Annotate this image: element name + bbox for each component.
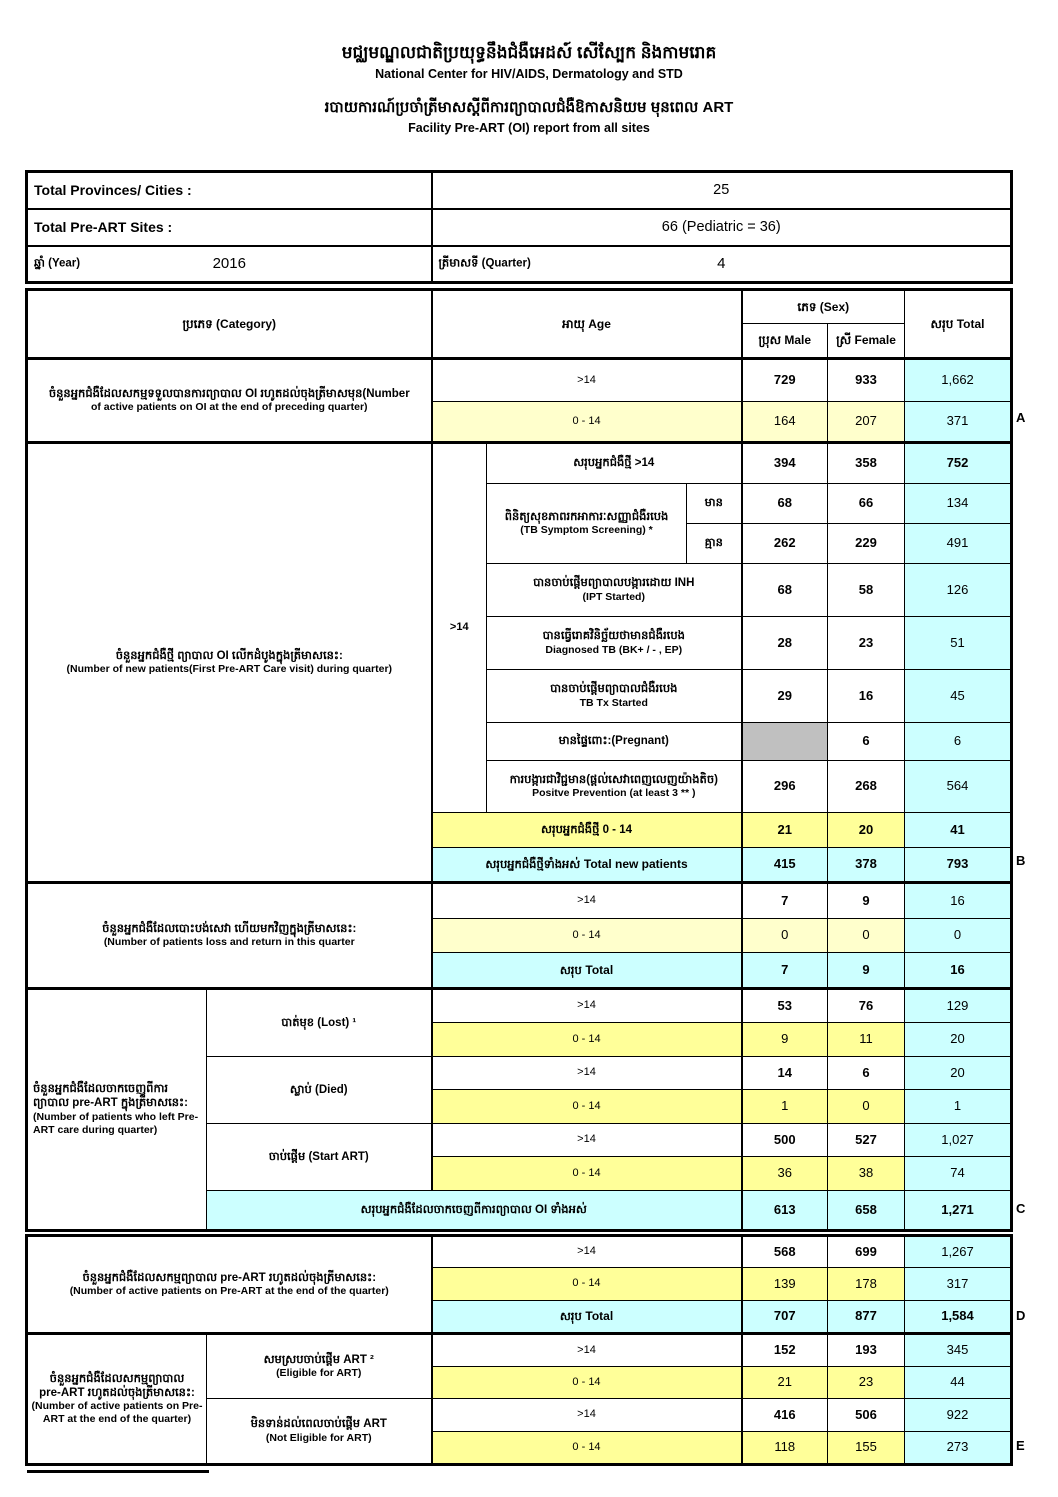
e-nelig-child-female: 155	[828, 1432, 905, 1465]
b-tbtx-female: 16	[828, 670, 905, 723]
loss-child-female: 0	[828, 919, 905, 953]
b-tbtx-male: 29	[742, 670, 828, 723]
section-a-label-khmer: ចំនួនអ្នកជំងឺដែលសកម្មទទួលបានការព្យាបាល OI រហូតដល់ចុងត្រីមាសមុន(Number	[48, 387, 410, 400]
summary-info-table	[25, 170, 1013, 284]
section-b-label-english: (Number of new patients(First Pre-ART Care visit) during quarter)	[66, 663, 393, 676]
quarter-label: ត្រីមាសទី (Quarter)	[438, 257, 531, 270]
b-tb-none-total: 491	[905, 524, 1012, 564]
b-ipt-total: 126	[905, 564, 1012, 617]
section-d-label-english: (Number of active patients on Pre-ART at the end of the quarter)	[69, 1285, 389, 1298]
left-died-child-female: 0	[828, 1090, 905, 1124]
loss-label-english: (Number of patients loss and return in this quarter	[103, 936, 355, 949]
e-not-eligible-label-english: (Not Eligible for ART)	[265, 1431, 372, 1444]
left-died-label: ស្លាប់ (Died)	[207, 1057, 432, 1124]
left-start-adult-total: 1,027	[905, 1124, 1012, 1157]
b-tbtx-label-khmer: បានចាប់ផ្តើមព្យាបាលជំងឺរបេង	[550, 683, 678, 696]
section-e-label-khmer: ចំនួនអ្នកជំងឺដែលសកម្មព្យាបាល	[49, 1372, 185, 1385]
loss-adult-female: 9	[828, 883, 905, 919]
left-start-child-male: 36	[742, 1157, 828, 1191]
e-elig-adult-row	[27, 1334, 1012, 1367]
b-diag-label	[487, 617, 742, 670]
a-adult-male: 729	[742, 359, 828, 402]
left-lost-child-male: 9	[742, 1023, 828, 1057]
age-label: >14	[432, 883, 742, 919]
e-not-eligible-label	[207, 1399, 432, 1465]
e-eligible-label	[207, 1334, 432, 1399]
section-a-label-english: of active patients on OI at the end of preceding quarter)	[90, 401, 368, 414]
loss-label-khmer: ចំនួនអ្នកជំងឺដែលបោះបង់សេវា ហើយមកវិញក្នុងត្រីមាសនេះ:	[102, 922, 357, 935]
b-ipt-male: 68	[742, 564, 828, 617]
e-elig-child-male: 21	[742, 1367, 828, 1399]
e-elig-adult-male: 152	[742, 1334, 828, 1367]
age-label: >14	[432, 1334, 742, 1367]
b-total-female: 378	[828, 848, 905, 883]
age-label: 0 - 14	[432, 1268, 742, 1301]
left-lost-adult-male: 53	[742, 989, 828, 1023]
left-start-art-label: ចាប់ផ្តើម (Start ART)	[207, 1124, 432, 1191]
b-sum-child-male: 21	[742, 813, 828, 848]
b-pp-label	[487, 761, 742, 813]
e-elig-child-total: 44	[905, 1367, 1012, 1399]
b-tb-label-khmer: ពិនិត្យសុខភាពរកអាការៈសញ្ញាជំងឺរបេង	[504, 510, 669, 523]
d-adult-row	[27, 1236, 1012, 1268]
section-marker-b: B	[1016, 853, 1026, 868]
header-row-1	[27, 290, 1012, 324]
b-pregnant-total: 6	[905, 723, 1012, 761]
d-adult-total: 1,267	[905, 1236, 1012, 1268]
b-ipt-female: 58	[828, 564, 905, 617]
b-tbtx-total: 45	[905, 670, 1012, 723]
section-a-adult-row	[27, 359, 1012, 402]
b-pp-label-english: Positve Prevention (at least 3 ** )	[532, 787, 696, 800]
age-label: >14	[432, 359, 742, 402]
b-total-label-khmer: សរុបអ្នកជំងឺថ្មីទាំងអស់	[485, 859, 581, 872]
left-died-child-male: 1	[742, 1090, 828, 1124]
a-adult-total: 1,662	[905, 359, 1012, 402]
section-marker-c: C	[1016, 1201, 1026, 1216]
left-lost-label: បាត់មុខ (Lost) ¹	[207, 989, 432, 1057]
loss-total-male: 7	[742, 953, 828, 989]
org-title-english: National Center for HIV/AIDS, Dermatology and STD	[375, 66, 683, 81]
quarter-value: 4	[717, 255, 726, 273]
b-tb-have-label: មាន	[687, 484, 742, 524]
report-title-english: Facility Pre-ART (OI) report from all sites	[408, 120, 650, 135]
e-nelig-adult-female: 506	[828, 1399, 905, 1432]
col-header-age: អាយុ Age	[432, 290, 742, 359]
b-pp-female: 268	[828, 761, 905, 813]
year-label: ឆ្នាំ (Year)	[34, 257, 81, 270]
loss-total-female: 9	[828, 953, 905, 989]
e-nelig-adult-total: 922	[905, 1399, 1012, 1432]
section-b-category	[27, 443, 432, 883]
age-label: >14	[432, 989, 742, 1023]
b-total-total: 793	[905, 848, 1012, 883]
org-title-khmer: មជ្ឈមណ្ឌលជាតិប្រយុទ្ធនឹងជំងឺអេដស៍ សើស្បែក និងកាមរោគ	[341, 43, 717, 62]
e-eligible-label-khmer: សមស្របចាប់ផ្តើម ART ²	[263, 1353, 374, 1366]
section-marker-e: E	[1016, 1438, 1025, 1453]
age-label: >14	[432, 1124, 742, 1157]
age-label: 0 - 14	[432, 1023, 742, 1057]
e-not-eligible-label-khmer: មិនទាន់ដល់ពេលចាប់ផ្តើម ART	[250, 1418, 387, 1431]
age-label: >14	[432, 1236, 742, 1268]
section-d-category	[27, 1236, 432, 1334]
left-died-adult-total: 20	[905, 1057, 1012, 1090]
left-label-khmer: ចំនួនអ្នកជំងឺដែលចាកចេញពីការ	[33, 1083, 169, 1095]
left-lost-adult-total: 129	[905, 989, 1012, 1023]
b-sum-child-total: 41	[905, 813, 1012, 848]
b-sum-child-label: សរុបអ្នកជំងឺថ្មី 0 - 14	[432, 813, 742, 848]
e-elig-adult-total: 345	[905, 1334, 1012, 1367]
loss-child-total: 0	[905, 919, 1012, 953]
left-start-adult-male: 500	[742, 1124, 828, 1157]
left-start-child-female: 38	[828, 1157, 905, 1191]
b-diag-male: 28	[742, 617, 828, 670]
left-died-adult-male: 14	[742, 1057, 828, 1090]
b-pp-total: 564	[905, 761, 1012, 813]
b-ipt-label	[487, 564, 742, 617]
section-d-label-khmer: ចំនួនអ្នកជំងឺដែលសកម្មព្យាបាល pre-ART រហូតដល់ចុងត្រីមាសនេះ:	[82, 1271, 377, 1284]
total-label-english: Total	[585, 1309, 614, 1324]
col-header-sex: ភេទ (Sex)	[742, 290, 905, 324]
e-nelig-child-total: 273	[905, 1432, 1012, 1465]
left-died-adult-female: 6	[828, 1057, 905, 1090]
left-lost-child-total: 20	[905, 1023, 1012, 1057]
b-sum-adult-female: 358	[828, 443, 905, 484]
provinces-row	[27, 172, 1012, 209]
main-report-table	[25, 288, 1013, 1232]
d-total-female: 877	[828, 1301, 905, 1334]
b-age-group-label: >14	[432, 443, 487, 813]
section-a-category	[27, 359, 432, 443]
b-total-label-english: Total new patients	[583, 857, 688, 872]
e-eligible-label-english: (Eligible for ART)	[276, 1367, 362, 1380]
e-nelig-adult-male: 416	[742, 1399, 828, 1432]
left-lost-child-female: 11	[828, 1023, 905, 1057]
b-ipt-label-khmer: បានចាប់ផ្តើមព្យាបាលបង្ការដោយ INH	[533, 577, 695, 590]
left-died-child-total: 1	[905, 1090, 1012, 1124]
sites-row	[27, 209, 1012, 246]
left-category	[27, 989, 207, 1231]
left-start-child-total: 74	[905, 1157, 1012, 1191]
section-marker-a: A	[1016, 410, 1026, 425]
a-child-total: 371	[905, 402, 1012, 443]
section-b-label-khmer: ចំនួនអ្នកជំងឺថ្មី ព្យាបាល OI លើកដំបូងក្នុងត្រីមាសនេះ:	[115, 649, 343, 662]
b-pregnant-label: មានផ្ទៃពោះ:(Pregnant)	[487, 723, 742, 761]
b-tb-none-male: 262	[742, 524, 828, 564]
a-child-female: 207	[828, 402, 905, 443]
section-marker-d: D	[1016, 1308, 1026, 1323]
b-tb-have-male: 68	[742, 484, 828, 524]
b-sum-adult-total: 752	[905, 443, 1012, 484]
b-sum-adult-row	[27, 443, 1012, 484]
col-header-category: ប្រភេទ (Category)	[27, 290, 432, 359]
report-title-khmer: របាយការណ៍ប្រចាំត្រីមាសស្តីពីការព្យាបាលជំងឺឱកាសនិយម មុនពេល ART	[324, 99, 734, 116]
b-pp-male: 296	[742, 761, 828, 813]
age-label: 0 - 14	[432, 1432, 742, 1465]
b-tb-label-english: (TB Symptom Screening) *	[520, 524, 653, 537]
left-start-adult-female: 527	[828, 1124, 905, 1157]
e-nelig-child-male: 118	[742, 1432, 828, 1465]
provinces-value: 25	[432, 172, 1012, 209]
footnote-separator	[27, 1470, 209, 1473]
left-total-total: 1,271	[905, 1191, 1012, 1231]
b-sum-adult-label: សរុបអ្នកជំងឺថ្មី >14	[487, 443, 742, 484]
b-diag-female: 23	[828, 617, 905, 670]
age-label: 0 - 14	[432, 1090, 742, 1124]
sites-label: Total Pre-ART Sites :	[27, 209, 432, 246]
left-total-label: សរុបអ្នកជំងឺដែលចាកចេញពីការព្យាបាល OI ទាំងអស់	[207, 1191, 742, 1231]
col-header-male: ប្រុស Male	[742, 324, 828, 359]
col-header-female: ស្រី Female	[828, 324, 905, 359]
b-sum-adult-male: 394	[742, 443, 828, 484]
d-adult-male: 568	[742, 1236, 828, 1268]
year-value: 2016	[212, 255, 246, 273]
left-total-female: 658	[828, 1191, 905, 1231]
b-tb-have-total: 134	[905, 484, 1012, 524]
section-e-label-english: (Number of active patients on Pre-ART at the end of the quarter)	[31, 1400, 203, 1426]
b-diag-label-english: Diagnosed TB (BK+ / - , EP)	[545, 643, 683, 656]
e-elig-child-female: 23	[828, 1367, 905, 1399]
total-label-english: Total	[585, 962, 614, 977]
b-tb-none-female: 229	[828, 524, 905, 564]
b-diag-total: 51	[905, 617, 1012, 670]
a-adult-female: 933	[828, 359, 905, 402]
b-pregnant-male-na	[742, 723, 828, 761]
left-label-english: (Number of patients who left Pre-ART care during quarter)	[33, 1110, 199, 1136]
report-header	[0, 40, 1058, 137]
year-quarter-row	[27, 246, 1012, 283]
d-child-total: 317	[905, 1268, 1012, 1301]
d-child-male: 139	[742, 1268, 828, 1301]
left-total-male: 613	[742, 1191, 828, 1231]
d-adult-female: 699	[828, 1236, 905, 1268]
loss-total-total: 16	[905, 953, 1012, 989]
loss-category	[27, 883, 432, 989]
b-tb-screening-label	[487, 484, 687, 564]
b-diag-label-khmer: បានធ្វើរោគវិនិច្ឆ័យថាមានជំងឺរបេង	[542, 630, 685, 643]
loss-adult-row	[27, 883, 1012, 919]
age-label: >14	[432, 1399, 742, 1432]
main-report-table-2	[25, 1234, 1013, 1466]
total-label-khmer: សរុប	[559, 1311, 582, 1324]
loss-child-male: 0	[742, 919, 828, 953]
d-child-female: 178	[828, 1268, 905, 1301]
age-label: >14	[432, 1057, 742, 1090]
b-tb-none-label: គ្មាន	[687, 524, 742, 564]
d-total-male: 707	[742, 1301, 828, 1334]
section-e-label-khmer-2: pre-ART រហូតដល់ចុងត្រីមាសនេះ:	[39, 1386, 195, 1399]
total-label-khmer: សរុប	[559, 964, 582, 977]
left-lost-adult-female: 76	[828, 989, 905, 1023]
b-pp-label-khmer: ការបង្ការជាវិជ្ជមាន(ផ្តល់សេវាពេញលេញយ៉ាងតិច)	[509, 773, 718, 786]
d-total-label	[432, 1301, 742, 1334]
left-label-khmer-2: ព្យាបាល pre-ART ក្នុងត្រីមាសនេះ:	[33, 1097, 188, 1110]
age-label: 0 - 14	[432, 1367, 742, 1399]
age-label: 0 - 14	[432, 1157, 742, 1191]
b-sum-child-female: 20	[828, 813, 905, 848]
age-label: 0 - 14	[432, 919, 742, 953]
age-label: 0 - 14	[432, 402, 742, 443]
b-total-male: 415	[742, 848, 828, 883]
d-total-total: 1,584	[905, 1301, 1012, 1334]
left-lost-adult-row	[27, 989, 1012, 1023]
a-child-male: 164	[742, 402, 828, 443]
b-tbtx-label	[487, 670, 742, 723]
loss-adult-total: 16	[905, 883, 1012, 919]
loss-adult-male: 7	[742, 883, 828, 919]
b-total-label	[432, 848, 742, 883]
provinces-label: Total Provinces/ Cities :	[27, 172, 432, 209]
section-e-category	[27, 1334, 207, 1465]
b-pregnant-female: 6	[828, 723, 905, 761]
b-ipt-label-english: (IPT Started)	[582, 590, 645, 603]
b-tb-have-female: 66	[828, 484, 905, 524]
b-tbtx-label-english: TB Tx Started	[579, 696, 648, 709]
loss-total-label	[432, 953, 742, 989]
e-elig-adult-female: 193	[828, 1334, 905, 1367]
sites-value: 66 (Pediatric = 36)	[432, 209, 1012, 246]
col-header-total: សរុប Total	[905, 290, 1012, 359]
